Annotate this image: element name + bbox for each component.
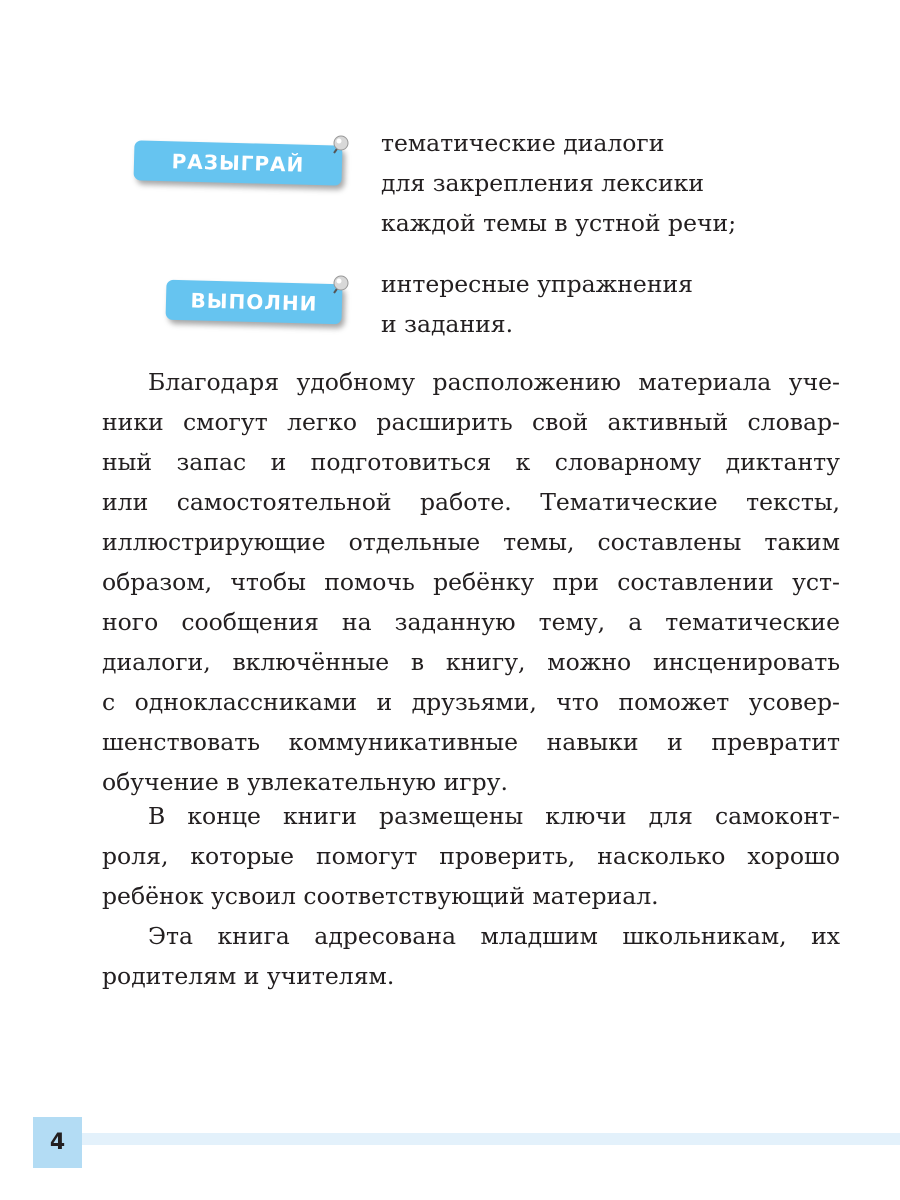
- text-line: В конце книги размещены ключи для самоконт-: [148, 802, 840, 830]
- text-line: Эта книга адресована младшим школьникам, их: [148, 922, 840, 950]
- text-line: образом, чтобы помочь ребёнку при составлении уст-: [102, 568, 840, 596]
- paragraph-intro: [102, 362, 840, 802]
- footer-bar: [82, 1133, 900, 1145]
- page-number: 4: [49, 1130, 66, 1155]
- text-line: ники смогут легко расширить свой активный словар-: [102, 408, 840, 436]
- text-line: шенствовать коммуникативные навыки и превратит: [102, 728, 840, 756]
- text-line: ный запас и подготовиться к словарному диктанту: [102, 448, 840, 476]
- text-line: Благодаря удобному расположению материала уче-: [148, 368, 840, 396]
- text-line: и задания.: [381, 310, 514, 338]
- text-line: роля, которые помогут проверить, насколько хорошо: [102, 842, 840, 870]
- tag-vypolni-description: [381, 264, 693, 344]
- tag-razygrai-label: РАЗЫГРАЙ: [171, 149, 305, 177]
- text-line: ребёнок усвоил соответствующий материал.: [102, 882, 659, 910]
- paragraph-keys: [102, 796, 840, 916]
- tag-razygrai: [134, 140, 343, 185]
- tag-vypolni: [166, 280, 343, 325]
- pushpin-icon: [330, 275, 350, 295]
- pushpin-icon: [330, 135, 350, 155]
- text-line: с одноклассниками и друзьями, что поможет усовер-: [102, 688, 840, 716]
- text-line: ного сообщения на заданную тему, а тематические: [102, 608, 840, 636]
- text-line: интересные упражнения: [381, 270, 693, 298]
- text-line: для закрепления лексики: [381, 169, 704, 197]
- text-line: иллюстрирующие отдельные темы, составлены таким: [102, 528, 840, 556]
- tag-vypolni-label: ВЫПОЛНИ: [190, 288, 318, 316]
- paragraph-audience: [102, 916, 840, 996]
- text-line: родителям и учителям.: [102, 962, 395, 990]
- text-line: или самостоятельной работе. Тематические тексты,: [102, 488, 840, 516]
- text-line: каждой темы в устной речи;: [381, 209, 737, 237]
- tag-razygrai-description: [381, 123, 736, 243]
- text-line: диалоги, включённые в книгу, можно инсценировать: [102, 648, 840, 676]
- text-line: обучение в увлекательную игру.: [102, 768, 508, 796]
- text-line: тематические диалоги: [381, 129, 665, 157]
